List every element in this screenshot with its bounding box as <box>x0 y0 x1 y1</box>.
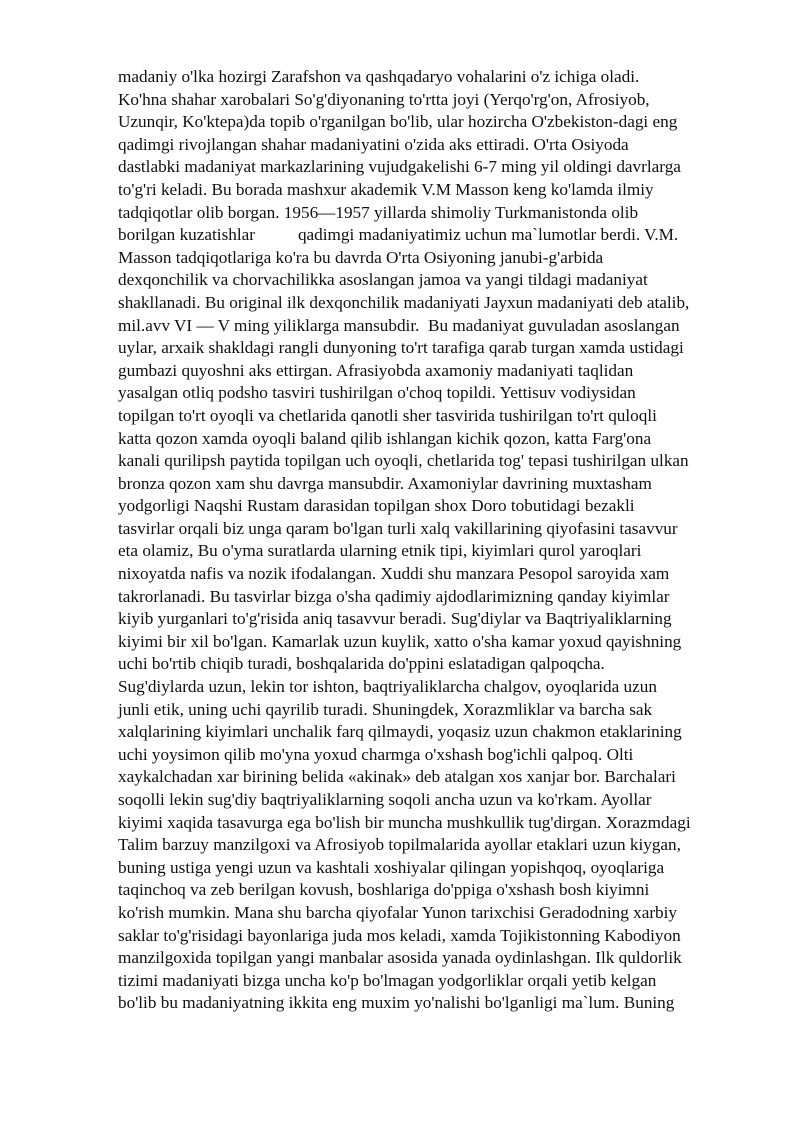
text-line: junli etik, uning uchi qayrilib turadi. Shuningdek, Xorazmliklar va barcha sak <box>118 699 653 719</box>
text-line: tizimi madaniyati bizga uncha ko'p bo'lmagan yodgorliklar orqali yetib kelgan <box>118 970 657 990</box>
text-line: soqolli lekin sug'diy baqtriyaliklarning soqoli ancha uzun va ko'rkam. Ayollar <box>118 790 652 809</box>
text-line: dastlabki madaniyat markazlarining vujudgakelishi 6-7 ming yil oldingi davrlarga <box>118 157 681 177</box>
text-line: Uzunqir, Ko'ktepa)da topib o'rganilgan bo'lib, ular hozircha O'zbekiston-dagi eng <box>118 112 678 132</box>
text-line: Masson tadqiqotlariga ko'ra bu davrda O'rta Osiyoning janubi-g'arbida <box>118 247 604 267</box>
text-line: tadqiqotlar olib borgan. 1956—1957 yillarda shimoliy Turkmanistonda olib <box>118 202 639 222</box>
text-line: kiyib yurganlari to'g'risida aniq tasavvur beradi. Sug'diylar va Baqtriyaliklarning <box>118 609 672 629</box>
text-line: dexqonchilik va chorvachilikka asoslangan jamoa va yangi tildagi madaniyat <box>118 270 648 290</box>
text-line: taqinchoq va zeb berilgan kovush, boshlariga do'ppiga o'xshash bosh kiyimni <box>118 880 650 900</box>
text-line: bo'lib bu madaniyatning ikkita eng muxim yo'nalishi bo'lganligi ma`lum. Buning <box>118 993 675 1013</box>
text-line: Ko'hna shahar xarobalari So'g'diyonaning to'rtta joyi (Yerqo'rg'on, Afrosiyob, <box>118 89 650 109</box>
text-line: Talim barzuy manzilgoxi va Afrosiyob topilmalarida ayollar etaklari uzun kiygan, <box>118 835 681 855</box>
text-line: xalqlarining kiyimlari unchalik farq qilmaydi, yoqasiz uzun chakmon etaklarining <box>118 722 682 742</box>
text-line: kiyimi bir xil bo'lgan. Kamarlak uzun kuylik, xatto o'sha kamar yoxud qayishning <box>118 631 682 651</box>
text-line: qadimgi rivojlangan shahar madaniyatini o'zida aks ettiradi. O'rta Osiyoda <box>118 134 629 154</box>
text-line: uchi bo'rtib chiqib turadi, boshqalarida do'ppini eslatadigan qalpoqcha. <box>118 654 605 674</box>
text-line: Sug'diylarda uzun, lekin tor ishton, baqtriyaliklarcha chalgov, oyoqlarida uzun <box>118 677 657 697</box>
text-line: uchi yoysimon qilib mo'yna yoxud charmga o'xshash bog'ichli qalpoq. Olti <box>118 744 634 764</box>
text-line: gumbazi quyoshni aks ettirgan. Afrasiyobda axamoniy madaniyati taqlidan <box>118 360 634 380</box>
text-line: tasvirlar orqali biz unga qaram bo'lgan turli xalq vakillarining qiyofasini tasavvur <box>118 518 678 538</box>
text-line: madaniy o'lka hozirgi Zarafshon va qashqadaryo vohalarini o'z ichiga oladi. <box>118 67 640 86</box>
text-line: kiyimi xaqida tasavurga ega bo'lish bir muncha mushkullik tug'dirgan. Xorazmdagi <box>118 812 691 832</box>
text-line: bronza qozon xam shu davrga mansubdir. Axamoniylar davrining muxtasham <box>118 473 652 493</box>
text-line: buning ustiga yengi uzun va kashtali xoshiyalar qilingan yopishqoq, oyoqlariga <box>118 857 665 877</box>
text-line: manzilgoxida topilgan yangi manbalar asosida yanada oydinlashgan. Ilk quldorlik <box>118 948 682 968</box>
text-line: nixoyatda nafis va nozik ifodalangan. Xuddi shu manzara Pesopol saroyida xam <box>118 564 670 584</box>
text-line: eta olamiz, Bu o'yma suratlarda ularning etnik tipi, kiyimlari qurol yaroqlari <box>118 541 642 561</box>
text-line: to'g'ri keladi. Bu borada mashxur akademik V.M Masson keng ko'lamda ilmiy <box>118 179 654 199</box>
text-line: uylar, arxaik shakldagi rangli dunyoning to'rt tarafiga qarab turgan xamda ustidagi <box>118 338 684 358</box>
text-line: saklar to'g'risidagi bayonlariga juda mos keladi, xamda Tojikistonning Kabodiyon <box>118 925 681 945</box>
text-line: yasalgan otliq podsho tasviri tushirilgan o'choq topildi. Yettisuv vodiysidan <box>118 383 636 403</box>
document-body <box>118 66 748 1015</box>
text-line: takrorlanadi. Bu tasvirlar bizga o'sha qadimiy ajdodlarimizning qanday kiyimlar <box>118 586 670 606</box>
text-line: ko'rish mumkin. Mana shu barcha qiyofalar Yunon tarixchisi Geradodning xarbiy <box>118 902 678 922</box>
text-line: katta qozon xamda oyoqli baland qilib ishlangan kichik qozon, katta Farg'ona <box>118 428 652 448</box>
text-line: kanali qurilipsh paytida topilgan uch oyoqli, chetlarida tog' tepasi tushirilgan ulkan <box>118 451 689 471</box>
text-line: borilgan kuzatishlar qadimgi madaniyatimiz uchun ma`lumotlar berdi. V.M. <box>118 225 679 245</box>
text-line: shakllanadi. Bu original ilk dexqonchilik madaniyati Jayxun madaniyati deb atalib, <box>118 292 690 312</box>
text-line: topilgan to'rt oyoqli va chetlarida qanotli sher tasvirida tushirilgan to'rt quloqli <box>118 405 657 425</box>
text-line: mil.avv VI — V ming yiliklarga mansubdir. Bu madaniyat guvuladan asoslangan <box>118 315 680 335</box>
text-line: yodgorligi Naqshi Rustam darasidan topilgan shox Doro tobutidagi bezakli <box>118 496 635 516</box>
text-line: xaykalchadan xar birining belida «akinak» deb atalgan xos xanjar bor. Barchalari <box>118 767 676 787</box>
